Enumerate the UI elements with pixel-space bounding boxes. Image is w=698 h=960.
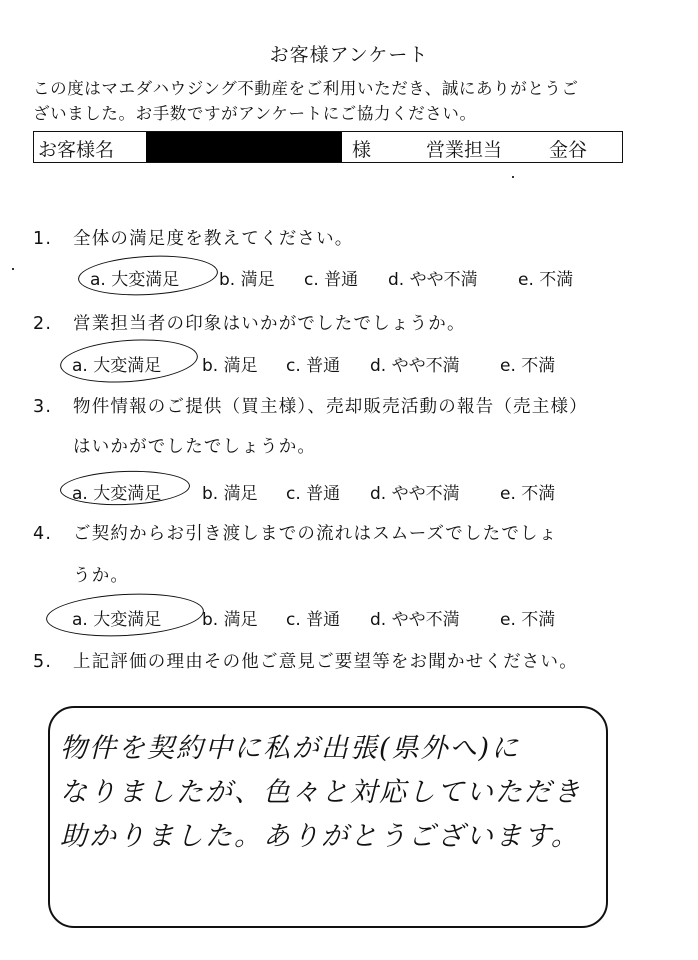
honorific-label: 様 [352, 139, 372, 161]
option-b[interactable]: b. 満足 [202, 610, 258, 630]
question-2 [33, 310, 466, 335]
option-a[interactable]: a. 大変満足 [72, 356, 162, 376]
question-3 [33, 393, 588, 418]
option-c[interactable]: c. 普通 [286, 484, 341, 504]
scan-speck [12, 268, 14, 270]
sales-staff-name: 金谷 [549, 139, 588, 161]
question-5 [33, 648, 578, 673]
handwritten-comment-line-1: 物件を契約中に私が出張(県外へ)に [60, 733, 521, 764]
question-number: 4. [33, 524, 53, 544]
question-number: 3. [33, 397, 53, 417]
customer-info-box [33, 131, 623, 163]
question-1 [33, 225, 354, 250]
intro-line-2: ざいました。お手数ですがアンケートにご協力ください。 [33, 104, 477, 123]
question-text: 上記評価の理由その他ご意見ご要望等をお聞かせください。 [73, 652, 578, 672]
option-c[interactable]: c. 普通 [304, 270, 359, 290]
customer-name-label: お客様名 [38, 139, 115, 161]
question-number: 2. [33, 314, 53, 334]
option-e[interactable]: e. 不満 [500, 356, 556, 376]
intro-line-1: この度はマエダハウジング不動産をご利用いただき、誠にありがとうご [33, 79, 579, 98]
question-4 [33, 520, 557, 545]
question-3-continuation: はいかがでしたでしょうか。 [73, 437, 317, 457]
option-d[interactable]: d. やや不満 [370, 484, 460, 504]
question-text: ご契約からお引き渡しまでの流れはスムーズでしたでしょ [73, 524, 558, 544]
option-a[interactable]: a. 大変満足 [90, 270, 180, 290]
redacted-customer-name [146, 132, 342, 162]
sales-staff-label: 営業担当 [426, 139, 503, 161]
option-a[interactable]: a. 大変満足 [72, 484, 162, 504]
option-e[interactable]: e. 不満 [518, 270, 574, 290]
question-text: 全体の満足度を教えてください。 [73, 229, 354, 249]
option-c[interactable]: c. 普通 [286, 356, 341, 376]
question-number: 1. [33, 229, 53, 249]
option-d[interactable]: d. やや不満 [370, 610, 460, 630]
question-text: 営業担当者の印象はいかがでしたでしょうか。 [73, 314, 466, 334]
option-d[interactable]: d. やや不満 [388, 270, 478, 290]
scan-speck [512, 176, 514, 178]
option-b[interactable]: b. 満足 [202, 484, 258, 504]
option-a[interactable]: a. 大変満足 [72, 610, 162, 630]
option-d[interactable]: d. やや不満 [370, 356, 460, 376]
survey-title: お客様アンケート [269, 44, 429, 66]
option-b[interactable]: b. 満足 [202, 356, 258, 376]
option-e[interactable]: e. 不満 [500, 610, 556, 630]
question-text: 物件情報のご提供（買主様）、売却販売活動の報告（売主様） [73, 397, 588, 417]
question-4-continuation: うか。 [73, 566, 130, 586]
option-b[interactable]: b. 満足 [219, 270, 275, 290]
question-number: 5. [33, 652, 53, 672]
handwritten-comment-line-2: なりましたが、色々と対応していただき [60, 777, 582, 808]
option-c[interactable]: c. 普通 [286, 610, 341, 630]
option-e[interactable]: e. 不満 [500, 484, 556, 504]
handwritten-comment-line-3: 助かりました。ありがとうございます。 [60, 821, 580, 852]
